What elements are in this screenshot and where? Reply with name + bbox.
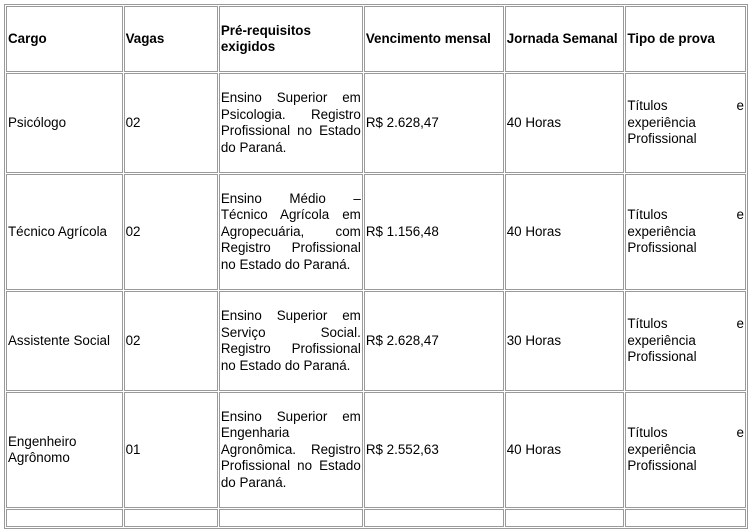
cell-vencimento: R$ 2.628,47	[364, 73, 504, 173]
table-row-partial	[6, 509, 746, 527]
tipo-titulos: Títulos	[627, 316, 668, 332]
cell-vagas: 02	[124, 291, 218, 391]
header-vencimento: Vencimento mensal	[364, 6, 504, 72]
header-cargo: Cargo	[6, 6, 123, 72]
tipo-titulos: Títulos	[627, 207, 668, 223]
table-row	[6, 291, 746, 391]
cell-empty	[124, 509, 218, 527]
tipo-experiencia: experiência Profissional	[627, 114, 697, 147]
tipo-e: e	[736, 316, 744, 332]
table-row	[6, 174, 746, 290]
cell-vagas: 01	[124, 392, 218, 508]
cell-tipo	[625, 73, 746, 173]
cell-empty	[505, 509, 625, 527]
cell-vagas: 02	[124, 174, 218, 290]
cell-vencimento: R$ 1.156,48	[364, 174, 504, 290]
tipo-experiencia: experiência Profissional	[627, 441, 697, 474]
tipo-titulos: Títulos	[627, 425, 668, 441]
header-jornada: Jornada Semanal	[505, 6, 625, 72]
cell-jornada: 40 Horas	[505, 73, 625, 173]
cell-tipo	[625, 291, 746, 391]
header-requisitos: Pré-requisitos exigidos	[219, 6, 363, 72]
cell-tipo	[625, 174, 746, 290]
cell-vagas: 02	[124, 73, 218, 173]
tipo-experiencia: experiência Profissional	[627, 332, 697, 365]
cell-empty	[6, 509, 123, 527]
table-row	[6, 73, 746, 173]
cell-requisitos: Ensino Superior em Serviço Social. Registro Profissional no Estado do Paraná.	[219, 291, 363, 391]
vacancies-table	[4, 4, 748, 529]
cell-tipo	[625, 392, 746, 508]
header-vagas: Vagas	[124, 6, 218, 72]
cell-empty	[364, 509, 504, 527]
table-header-row	[6, 6, 746, 72]
tipo-experiencia: experiência Profissional	[627, 223, 697, 256]
cell-cargo: Engenheiro Agrônomo	[6, 392, 123, 508]
cell-cargo: Assistente Social	[6, 291, 123, 391]
cell-jornada: 40 Horas	[505, 392, 625, 508]
tipo-titulos: Títulos	[627, 98, 668, 114]
tipo-e: e	[736, 98, 744, 114]
cell-empty	[219, 509, 363, 527]
cell-jornada: 40 Horas	[505, 174, 625, 290]
cell-vencimento: R$ 2.628,47	[364, 291, 504, 391]
cell-jornada: 30 Horas	[505, 291, 625, 391]
cell-vencimento: R$ 2.552,63	[364, 392, 504, 508]
cell-cargo: Psicólogo	[6, 73, 123, 173]
cell-empty	[625, 509, 746, 527]
header-tipo: Tipo de prova	[625, 6, 746, 72]
cell-requisitos: Ensino Médio – Técnico Agrícola em Agropecuária, com Registro Profissional no Estado do Paraná.	[219, 174, 363, 290]
tipo-e: e	[736, 207, 744, 223]
cell-requisitos: Ensino Superior em Engenharia Agronômica. Registro Profissional no Estado do Paraná.	[219, 392, 363, 508]
cell-requisitos: Ensino Superior em Psicologia. Registro Profissional no Estado do Paraná.	[219, 73, 363, 173]
table-row	[6, 392, 746, 508]
tipo-e: e	[736, 425, 744, 441]
cell-cargo: Técnico Agrícola	[6, 174, 123, 290]
